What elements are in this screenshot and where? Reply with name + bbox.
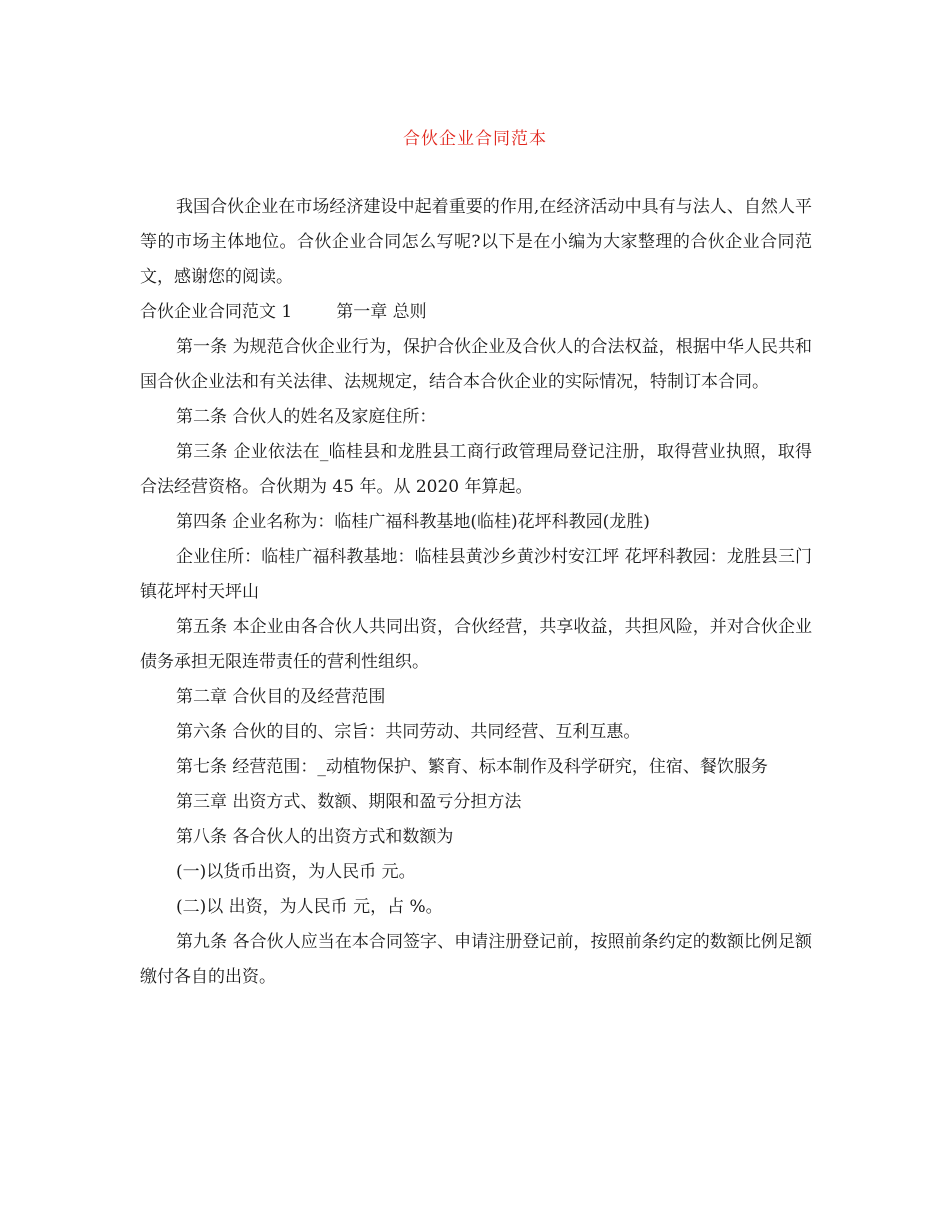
intro-paragraph: 我国合伙企业在市场经济建设中起着重要的作用,在经济活动中具有与法人、自然人平等的市场主体地位。合伙企业合同怎么写呢?以下是在小编为大家整理的合伙企业合同范文，感谢您的阅读。 (140, 197, 812, 287)
article-6: 第六条 合伙的目的、宗旨：共同劳动、共同经营、互利互惠。 (176, 722, 641, 742)
article-4: 第四条 企业名称为：临桂广福科教基地(临桂)花坪科教园(龙胜) (176, 512, 650, 532)
section-label: 合伙企业合同范文 1 (140, 302, 293, 322)
article-8: 第八条 各合伙人的出资方式和数额为 (176, 827, 454, 847)
chapter-3-heading: 第三章 出资方式、数额、期限和盈亏分担方法 (176, 792, 522, 812)
company-address: 企业住所：临桂广福科教基地：临桂县黄沙乡黄沙村安江坪 花坪科教园：龙胜县三门镇花坪村天坪山 (140, 547, 812, 602)
article-9: 第九条 各合伙人应当在本合同签字、申请注册登记前，按照前条约定的数额比例足额缴付各自的出资。 (140, 932, 812, 987)
chapter-2-heading: 第二章 合伙目的及经营范围 (176, 687, 386, 707)
article-8-item-1: (一)以货币出资，为人民币 元。 (176, 862, 416, 882)
article-5: 第五条 本企业由各合伙人共同出资，合伙经营，共享收益，共担风险，并对合伙企业债务承担无限连带责任的营利性组织。 (140, 617, 812, 672)
article-1: 第一条 为规范合伙企业行为，保护合伙企业及合伙人的合法权益，根据中华人民共和国合伙企业法和有关法律、法规规定，结合本合伙企业的实际情况，特制订本合同。 (140, 337, 812, 392)
section-heading-line (140, 295, 812, 330)
article-8-item-2: (二)以 出资，为人民币 元，占 %。 (176, 897, 443, 917)
article-7: 第七条 经营范围：_动植物保护、繁育、标本制作及科学研究，住宿、餐饮服务 (176, 757, 768, 777)
article-3: 第三条 企业依法在_临桂县和龙胜县工商行政管理局登记注册，取得营业执照，取得合法经营资格。合伙期为 45 年。从 2020 年算起。 (140, 442, 812, 497)
document-body (140, 190, 812, 995)
article-2: 第二条 合伙人的姓名及家庭住所： (176, 407, 437, 427)
chapter-heading: 第一章 总则 (336, 302, 427, 322)
document-title: 合伙企业合同范本 (403, 129, 547, 149)
